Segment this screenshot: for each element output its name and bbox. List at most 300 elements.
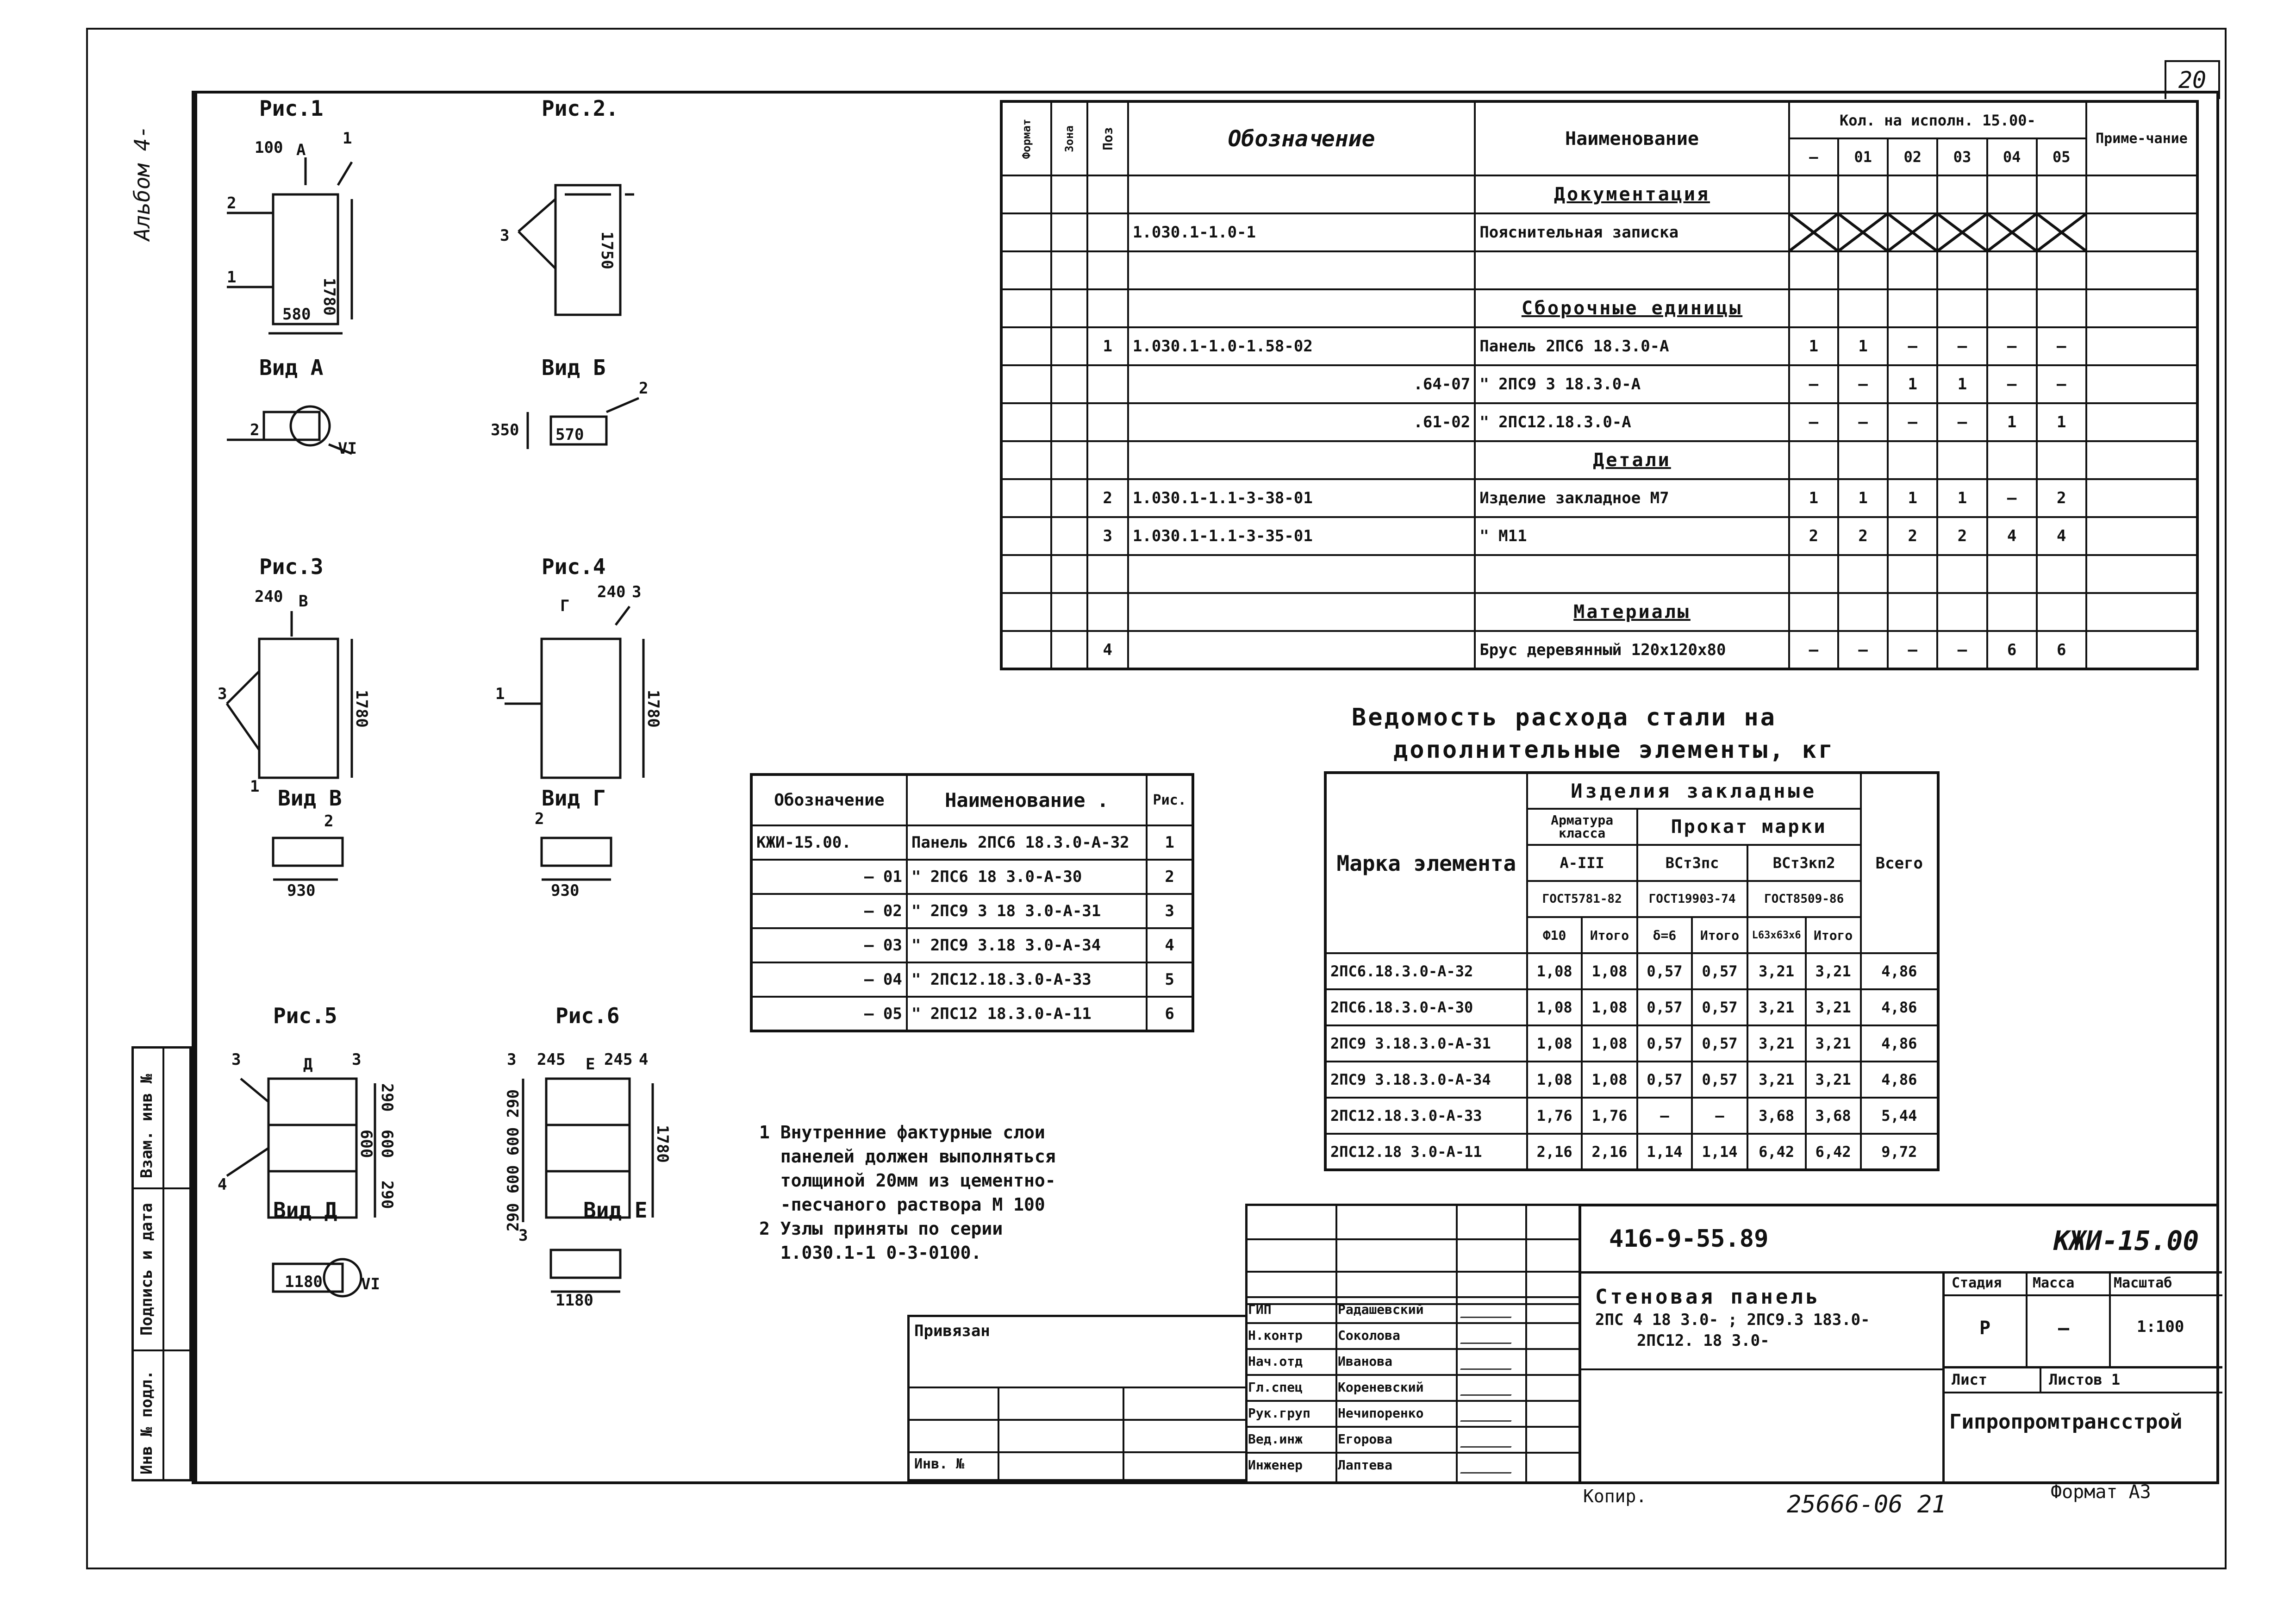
spec-cell-qty: —	[1987, 365, 2037, 403]
dim-fig4-240: 240	[597, 583, 626, 601]
note-line: панелей должен выполняться	[759, 1146, 1056, 1167]
spec-cell-qty	[1789, 441, 1838, 479]
dim-vidD-VI: VI	[361, 1275, 380, 1293]
spec-cell-note	[2086, 213, 2197, 251]
steel-cell-value: 3,21	[1747, 953, 1806, 989]
dim-fig6-3a: 3	[507, 1050, 517, 1069]
signature	[1460, 1436, 1516, 1448]
sheet-number: 20	[2178, 67, 2207, 94]
fig3-title: Рис.3	[259, 554, 324, 579]
vidV-title: Вид В	[278, 786, 342, 811]
spec-cell-qty: —	[1838, 631, 1888, 669]
spec-cell-format	[1001, 631, 1051, 669]
spec-cell-qty: 2	[1937, 517, 1987, 555]
spec-cell-name: " 2ПС12.18.3.0-А	[1475, 403, 1789, 441]
signature	[1460, 1306, 1516, 1318]
spec-cell-qty	[1937, 251, 1987, 289]
spec-cell-designation: 1.030.1-1.0-1.58-02	[1128, 327, 1475, 365]
steel-row	[1325, 989, 1938, 1025]
spec-cell-format	[1001, 327, 1051, 365]
role-person: Радашевский	[1338, 1302, 1424, 1317]
exec-cell-name: " 2ПС9 3.18 3.0-А-34	[907, 928, 1147, 962]
steel-cell-value: 3,21	[1806, 1025, 1861, 1062]
steel-cell-value: 1,08	[1582, 1062, 1637, 1098]
mass-value: —	[2058, 1318, 2070, 1339]
spec-cell-qty: 6	[1987, 631, 2037, 669]
spec-cell-note	[2086, 593, 2197, 631]
spec-cell-qty	[1987, 593, 2037, 631]
spec-cell-zone	[1051, 555, 1087, 593]
spec-cell-note	[2086, 365, 2197, 403]
spec-cell-qty: —	[1987, 327, 2037, 365]
spec-row	[1001, 365, 2197, 403]
spec-cell-designation	[1128, 175, 1475, 213]
steel-h-vst3kp2: ВСт3кп2	[1747, 845, 1861, 881]
scale-value: 1:100	[2137, 1318, 2184, 1336]
exec-cell-fig: 4	[1147, 928, 1193, 962]
steel-row	[1325, 1062, 1938, 1098]
dim-fig6-4: 4	[639, 1050, 649, 1069]
steel-cell-value: 0,57	[1692, 989, 1747, 1025]
role-person: Нечипоренко	[1338, 1405, 1424, 1421]
spec-cell-pos	[1087, 365, 1128, 403]
side-stamp	[131, 1046, 192, 1481]
dim-fig6-245b: 245	[604, 1050, 633, 1069]
dim-fig1-1b: 1	[227, 268, 237, 287]
spec-cell-designation	[1128, 555, 1475, 593]
title-line1: Стеновая панель	[1595, 1285, 1821, 1309]
note-line: 2 Узлы приняты по серии	[759, 1218, 1003, 1239]
signature	[1460, 1358, 1516, 1370]
steel-cell-value: 1,08	[1527, 989, 1582, 1025]
dim-vidE-1180: 1180	[555, 1291, 593, 1310]
exec-row	[751, 997, 1193, 1031]
role-row	[1245, 1296, 1578, 1324]
steel-cell-value: 1,08	[1582, 989, 1637, 1025]
spec-cell-qty: 2	[1838, 517, 1888, 555]
exec-row	[751, 825, 1193, 860]
steel-cell-value: 0,57	[1637, 1062, 1692, 1098]
dim-fig3-3: 3	[218, 685, 227, 703]
steel-h-rolled: Прокат марки	[1637, 809, 1861, 845]
steel-h-gost1: ГОСТ5781-82	[1527, 881, 1637, 917]
dim-fig2-1750: 1750	[598, 231, 616, 269]
role-title: Н.контр	[1248, 1328, 1303, 1343]
note-line: 1 Внутренние фактурные слои	[759, 1122, 1045, 1143]
role-row	[1245, 1426, 1578, 1454]
steel-cell-mark: 2ПС12.18 3.0-А-11	[1325, 1134, 1527, 1170]
steel-cell-value: 4,86	[1861, 989, 1938, 1025]
spec-row	[1001, 441, 2197, 479]
spec-cell-zone	[1051, 327, 1087, 365]
spec-cell-qty	[1888, 555, 1937, 593]
specification-table	[1000, 100, 2199, 670]
steel-cell-mark: 2ПС12.18.3.0-А-33	[1325, 1098, 1527, 1134]
spec-cell-qty: 1	[2037, 403, 2086, 441]
spec-section-title: Детали	[1475, 441, 1789, 479]
spec-cell-qty: —	[1838, 403, 1888, 441]
spec-cell-qty	[2037, 175, 2086, 213]
signature	[1460, 1384, 1516, 1396]
exec-table	[750, 773, 1194, 1032]
role-title: ГИП	[1248, 1302, 1272, 1317]
linked-label: Привязан	[914, 1322, 990, 1340]
steel-cell-value: 1,08	[1582, 1025, 1637, 1062]
dim-fig1-A: А	[296, 141, 306, 159]
dim-fig3-240: 240	[255, 587, 283, 606]
spec-cell-qty	[1888, 175, 1937, 213]
spec-cell-note	[2086, 517, 2197, 555]
footer-copied: Копир.	[1583, 1486, 1647, 1506]
dim-fig6-chain: 290 600 600 290	[504, 1089, 523, 1231]
spec-row	[1001, 213, 2197, 251]
spec-cell-qty	[1888, 289, 1937, 327]
spec-cell-format	[1001, 593, 1051, 631]
dim-fig1-580: 580	[282, 305, 311, 324]
role-person: Соколова	[1338, 1328, 1400, 1343]
spec-cell-note	[2086, 175, 2197, 213]
spec-cell-qty: —	[1789, 365, 1838, 403]
steel-cell-value: 0,57	[1692, 1025, 1747, 1062]
spec-cell-qty-cross	[1888, 213, 1937, 251]
dim-fig6-245a: 245	[537, 1050, 566, 1069]
steel-h-gost2: ГОСТ19903-74	[1637, 881, 1747, 917]
spec-h-qty: Кол. на исполн. 15.00-	[1789, 101, 2086, 138]
steel-cell-value: 0,57	[1692, 1062, 1747, 1098]
fig5-title: Рис.5	[273, 1003, 337, 1028]
spec-cell-format	[1001, 479, 1051, 517]
spec-cell-qty	[1838, 441, 1888, 479]
spec-cell-qty: 2	[1888, 517, 1937, 555]
steel-cell-value: 3,21	[1747, 1062, 1806, 1098]
spec-cell-qty: 1	[1937, 365, 1987, 403]
steel-cell-value: 0,57	[1692, 953, 1747, 989]
steel-h-l63: L63х63х6	[1747, 917, 1806, 953]
steel-cell-value: 0,57	[1637, 1025, 1692, 1062]
steel-h-delta6: δ=6	[1637, 917, 1692, 953]
spec-cell-note	[2086, 327, 2197, 365]
spec-cell-designation: 1.030.1-1.1-3-35-01	[1128, 517, 1475, 555]
spec-cell-designation	[1128, 251, 1475, 289]
spec-cell-qty	[1937, 555, 1987, 593]
spec-cell-pos	[1087, 555, 1128, 593]
spec-cell-name: Пояснительная записка	[1475, 213, 1789, 251]
notes-block	[759, 1120, 1056, 1265]
org-name: Гипропромтрансстрой	[1949, 1410, 2183, 1434]
exec-h-fig: Рис.	[1147, 775, 1193, 825]
spec-h-exec-5: 05	[2037, 138, 2086, 175]
spec-row	[1001, 593, 2197, 631]
spec-row	[1001, 555, 2197, 593]
exec-cell-fig: 6	[1147, 997, 1193, 1031]
spec-cell-pos: 4	[1087, 631, 1128, 669]
spec-cell-format	[1001, 213, 1051, 251]
dim-vidA-2: 2	[250, 421, 260, 439]
fig6-title: Рис.6	[555, 1003, 620, 1028]
side-label-signature-date: Подпись и дата	[137, 1203, 156, 1336]
spec-cell-qty	[1937, 593, 1987, 631]
spec-cell-qty: 4	[2037, 517, 2086, 555]
spec-row	[1001, 631, 2197, 669]
exec-row	[751, 860, 1193, 894]
spec-cell-qty	[1937, 175, 1987, 213]
spec-cell-qty	[1789, 593, 1838, 631]
spec-cell-qty	[1789, 289, 1838, 327]
spec-cell-qty	[2037, 441, 2086, 479]
steel-cell-value: 4,86	[1861, 953, 1938, 989]
spec-cell-designation	[1128, 289, 1475, 327]
dim-fig2-3: 3	[500, 226, 510, 245]
steel-cell-value: 1,08	[1527, 1025, 1582, 1062]
spec-cell-qty	[1888, 441, 1937, 479]
spec-cell-note	[2086, 251, 2197, 289]
spec-cell-qty	[1789, 555, 1838, 593]
exec-cell-designation: — 02	[751, 894, 907, 928]
role-title: Нач.отд	[1248, 1354, 1303, 1369]
spec-cell-name: Изделие закладное М7	[1475, 479, 1789, 517]
steel-h-embedded: Изделия закладные	[1527, 773, 1861, 809]
spec-h-exec-3: 03	[1937, 138, 1987, 175]
spec-cell-qty	[1987, 251, 2037, 289]
spec-h-exec-1: 01	[1838, 138, 1888, 175]
exec-cell-fig: 1	[1147, 825, 1193, 860]
dim-vidB-350: 350	[491, 421, 519, 439]
spec-h-name: Наименование	[1475, 101, 1789, 175]
spec-cell-zone	[1051, 403, 1087, 441]
spec-cell-format	[1001, 517, 1051, 555]
spec-row	[1001, 403, 2197, 441]
spec-cell-note	[2086, 403, 2197, 441]
exec-cell-fig: 2	[1147, 860, 1193, 894]
role-row	[1245, 1322, 1578, 1350]
dim-fig6-1780: 1780	[653, 1125, 672, 1163]
signature	[1460, 1462, 1516, 1474]
sheets-header: Листов 1	[2049, 1371, 2121, 1388]
spec-cell-qty: 1	[1937, 479, 1987, 517]
spec-h-zone: Зона	[1062, 125, 1076, 152]
spec-cell-qty: 1	[1987, 403, 2037, 441]
note-line: толщиной 20мм из цементно-	[759, 1170, 1056, 1191]
spec-cell-qty	[1789, 251, 1838, 289]
exec-h-name: Наименование .	[907, 775, 1147, 825]
steel-cell-value: 0,57	[1637, 989, 1692, 1025]
spec-cell-qty	[1838, 593, 1888, 631]
steel-cell-value: 4,86	[1861, 1025, 1938, 1062]
spec-cell-designation: .61-02	[1128, 403, 1475, 441]
spec-cell-qty: 6	[2037, 631, 2086, 669]
side-label-replace-inv: Взам. инв №	[137, 1074, 156, 1178]
spec-cell-name: " М11	[1475, 517, 1789, 555]
dim-fig4-G: Г	[560, 597, 570, 615]
spec-cell-qty: 1	[1789, 327, 1838, 365]
spec-cell-designation: .64-07	[1128, 365, 1475, 403]
dim-fig1-2: 2	[227, 194, 237, 212]
dim-fig6-3b: 3	[518, 1226, 528, 1245]
spec-cell-zone	[1051, 289, 1087, 327]
spec-cell-qty	[2037, 593, 2086, 631]
steel-h-itogo3: Итого	[1806, 917, 1861, 953]
spec-cell-zone	[1051, 479, 1087, 517]
steel-row	[1325, 1098, 1938, 1134]
vidA-title: Вид А	[259, 355, 324, 380]
sheet-number-box	[2165, 60, 2220, 99]
steel-cell-value: 2,16	[1582, 1134, 1637, 1170]
steel-cell-value: 0,57	[1637, 953, 1692, 989]
steel-cell-value: 1,14	[1637, 1134, 1692, 1170]
spec-h-exec-4: 04	[1987, 138, 2037, 175]
steel-cell-value: 3,68	[1806, 1098, 1861, 1134]
spec-cell-qty-cross	[1838, 213, 1888, 251]
spec-cell-name: " 2ПС9 3 18.3.0-А	[1475, 365, 1789, 403]
note-line: -песчаного раствора М 100	[759, 1194, 1045, 1215]
dim-vidG-2: 2	[535, 810, 544, 828]
spec-cell-qty: —	[1888, 327, 1937, 365]
spec-cell-qty: —	[1789, 631, 1838, 669]
spec-row	[1001, 251, 2197, 289]
fig1-title: Рис.1	[259, 96, 324, 121]
spec-cell-zone	[1051, 175, 1087, 213]
spec-cell-qty	[1987, 441, 2037, 479]
spec-row	[1001, 479, 2197, 517]
note-line: 1.030.1-1 0-3-0100.	[759, 1243, 982, 1263]
spec-cell-designation: 1.030.1-1.0-1	[1128, 213, 1475, 251]
spec-section-title: Документация	[1475, 175, 1789, 213]
steel-h-a3: А-III	[1527, 845, 1637, 881]
dim-fig3-1: 1	[250, 777, 260, 796]
sheet-header: Лист	[1952, 1371, 1988, 1388]
dim-fig5-290b: 290	[378, 1181, 396, 1209]
spec-cell-name	[1475, 251, 1789, 289]
spec-row	[1001, 289, 2197, 327]
exec-h-designation: Обозначение	[751, 775, 907, 825]
spec-cell-name: Панель 2ПС6 18.3.0-А	[1475, 327, 1789, 365]
exec-cell-designation: — 05	[751, 997, 907, 1031]
spec-cell-qty	[1987, 175, 2037, 213]
vidB-title: Вид Б	[542, 355, 606, 380]
steel-cell-value: 3,21	[1747, 1025, 1806, 1062]
dim-fig3-1780: 1780	[352, 690, 371, 728]
spec-cell-qty	[1789, 175, 1838, 213]
spec-cell-qty-cross	[1937, 213, 1987, 251]
spec-cell-format	[1001, 403, 1051, 441]
fig2-title: Рис.2.	[542, 96, 619, 121]
dim-vidV-2: 2	[324, 812, 334, 831]
spec-cell-qty	[1987, 289, 2037, 327]
steel-cell-mark: 2ПС6.18.3.0-А-32	[1325, 953, 1527, 989]
steel-cell-value: 1,08	[1582, 953, 1637, 989]
spec-cell-qty: 1	[1838, 479, 1888, 517]
spec-cell-format	[1001, 289, 1051, 327]
role-title: Вед.инж	[1248, 1431, 1303, 1447]
spec-cell-qty-cross	[1987, 213, 2037, 251]
spec-cell-format	[1001, 441, 1051, 479]
exec-cell-name: " 2ПС9 3 18 3.0-А-31	[907, 894, 1147, 928]
spec-cell-pos	[1087, 213, 1128, 251]
spec-cell-pos	[1087, 289, 1128, 327]
role-row	[1245, 1374, 1578, 1402]
spec-cell-qty: —	[1789, 403, 1838, 441]
spec-cell-qty: —	[1937, 327, 1987, 365]
spec-cell-qty: —	[1987, 479, 2037, 517]
dim-vidG-930: 930	[551, 881, 580, 900]
exec-cell-name: " 2ПС6 18 3.0-А-30	[907, 860, 1147, 894]
spec-cell-designation: 1.030.1-1.1-3-38-01	[1128, 479, 1475, 517]
steel-cell-value: 2,16	[1527, 1134, 1582, 1170]
spec-h-exec-0: —	[1789, 138, 1838, 175]
spec-cell-format	[1001, 365, 1051, 403]
steel-cell-value: 3,21	[1806, 1062, 1861, 1098]
dim-vidB-2: 2	[639, 379, 649, 398]
steel-cell-mark: 2ПС9 3.18.3.0-А-34	[1325, 1062, 1527, 1098]
role-row	[1245, 1452, 1578, 1480]
role-person: Лаптева	[1338, 1457, 1393, 1473]
spec-cell-pos	[1087, 403, 1128, 441]
spec-cell-format	[1001, 555, 1051, 593]
spec-cell-pos: 1	[1087, 327, 1128, 365]
linked-block	[907, 1315, 1245, 1481]
spec-cell-zone	[1051, 631, 1087, 669]
exec-row	[751, 962, 1193, 997]
exec-table-wrap	[750, 773, 1194, 1032]
signature	[1460, 1332, 1516, 1344]
dim-fig1-1780: 1780	[320, 278, 338, 316]
spec-cell-qty: —	[1838, 365, 1888, 403]
spec-cell-zone	[1051, 441, 1087, 479]
spec-cell-qty	[1888, 251, 1937, 289]
role-title: Инженер	[1248, 1457, 1303, 1473]
exec-cell-fig: 5	[1147, 962, 1193, 997]
role-title: Гл.спец	[1248, 1380, 1303, 1395]
spec-cell-pos	[1087, 441, 1128, 479]
dim-fig5-3b: 3	[352, 1050, 362, 1069]
steel-h-mark: Марка элемента	[1325, 773, 1527, 953]
scale-header: Масштаб	[2114, 1275, 2172, 1291]
footer-format: Формат А3	[2051, 1481, 2151, 1503]
spec-cell-note	[2086, 631, 2197, 669]
vidE-title: Вид Е	[583, 1198, 648, 1223]
footer-number: 25666-06 21	[1787, 1491, 1947, 1518]
exec-row	[751, 928, 1193, 962]
steel-h-vst3ps: ВСт3пс	[1637, 845, 1747, 881]
spec-cell-designation	[1128, 441, 1475, 479]
steel-cell-value: —	[1637, 1098, 1692, 1134]
dim-fig5-600b: 600	[357, 1130, 375, 1158]
steel-cell-mark: 2ПС9 3.18.3.0-А-31	[1325, 1025, 1527, 1062]
exec-cell-designation: — 04	[751, 962, 907, 997]
exec-cell-fig: 3	[1147, 894, 1193, 928]
dim-vidA-VI: VI	[338, 439, 357, 458]
spec-cell-note	[2086, 479, 2197, 517]
title-line2: 2ПС 4 18 3.0- ; 2ПС9.3 183.0-	[1595, 1311, 1870, 1329]
steel-cell-value: 3,21	[1806, 953, 1861, 989]
exec-cell-name: " 2ПС12 18.3.0-А-11	[907, 997, 1147, 1031]
spec-cell-qty	[1838, 555, 1888, 593]
steel-cell-value: 3,21	[1747, 989, 1806, 1025]
exec-row	[751, 894, 1193, 928]
steel-cell-value: 5,44	[1861, 1098, 1938, 1134]
spec-cell-name: Брус деревянный 120х120х80	[1475, 631, 1789, 669]
steel-row	[1325, 953, 1938, 989]
spec-cell-note	[2086, 289, 2197, 327]
spec-cell-qty: 2	[1789, 517, 1838, 555]
steel-cell-value: 3,68	[1747, 1098, 1806, 1134]
spec-cell-qty-cross	[1789, 213, 1838, 251]
spec-cell-qty: —	[2037, 365, 2086, 403]
role-person: Егорова	[1338, 1431, 1393, 1447]
dim-fig1-100: 100	[255, 138, 283, 157]
spec-cell-qty: 1	[1838, 327, 1888, 365]
spec-cell-pos	[1087, 175, 1128, 213]
